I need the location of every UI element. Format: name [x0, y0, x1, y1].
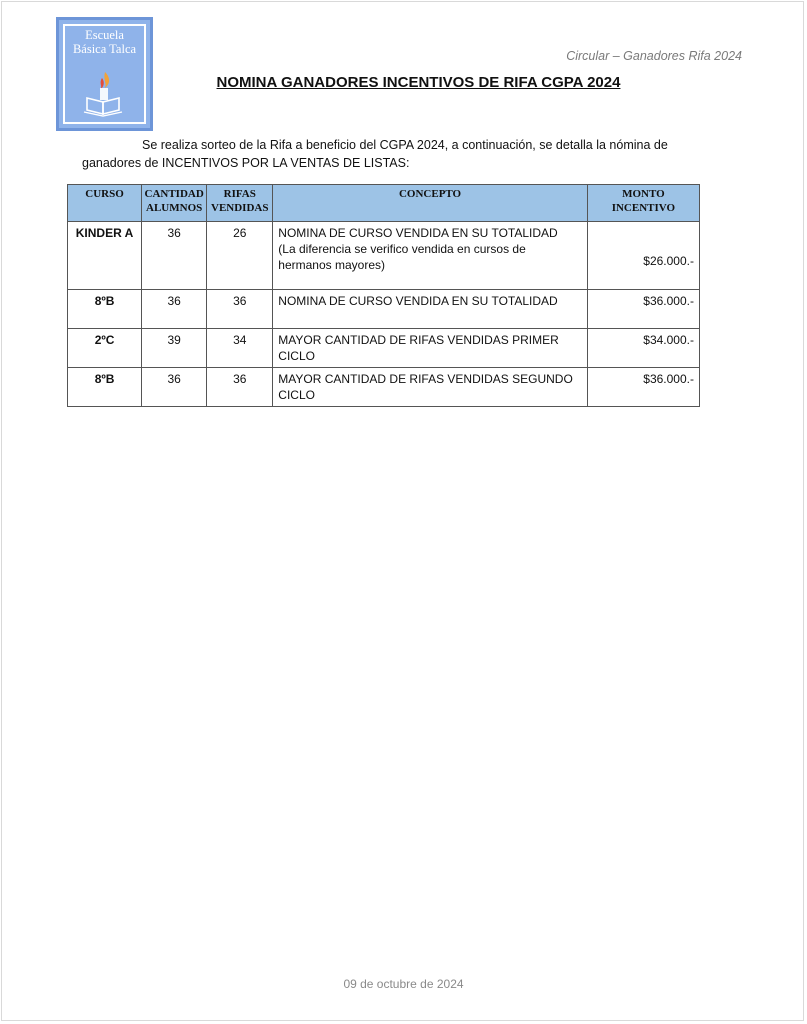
header-cantidad-line2: ALUMNOS — [146, 202, 203, 214]
header-monto: MONTO INCENTIVO — [587, 185, 699, 222]
concepto-text: NOMINA DE CURSO VENDIDA EN SU TOTALIDAD — [278, 226, 558, 240]
logo-line-1: Escuela — [85, 28, 124, 42]
table-row — [68, 368, 700, 407]
cell-rifas: 36 — [207, 290, 273, 329]
cell-curso: 8ºB — [68, 290, 142, 329]
winners-table — [67, 184, 700, 407]
table-row — [68, 222, 700, 290]
table-row — [68, 329, 700, 368]
cell-cantidad: 39 — [142, 329, 207, 368]
cell-rifas: 36 — [207, 368, 273, 407]
cell-monto: $36.000.- — [587, 290, 699, 329]
cell-cantidad: 36 — [142, 368, 207, 407]
cell-concepto: MAYOR CANTIDAD DE RIFAS VENDIDAS SEGUNDO CICLO — [273, 368, 587, 407]
header-concepto: CONCEPTO — [273, 185, 587, 222]
table-header-row — [68, 185, 700, 222]
header-cantidad — [142, 185, 207, 222]
cell-concepto: MAYOR CANTIDAD DE RIFAS VENDIDAS PRIMER CICLO — [273, 329, 587, 368]
cell-cantidad: 36 — [142, 290, 207, 329]
header-rifas-line1: RIFAS — [223, 188, 256, 200]
cell-curso: KINDER A — [68, 222, 142, 290]
circular-header: Circular – Ganadores Rifa 2024 — [566, 49, 742, 63]
document-title: NOMINA GANADORES INCENTIVOS DE RIFA CGPA 2024 — [216, 74, 621, 91]
header-cantidad-line1: CANTIDAD — [144, 188, 204, 200]
intro-paragraph: Se realiza sorteo de la Rifa a beneficio del CGPA 2024, a continuación, se detalla la nómina de ganadores de INCENTIVOS POR LA VENTAS DE LISTAS: — [82, 138, 668, 170]
cell-rifas: 34 — [207, 329, 273, 368]
cell-concepto: NOMINA DE CURSO VENDIDA EN SU TOTALIDAD — [273, 290, 587, 329]
cell-cantidad: 36 — [142, 222, 207, 290]
cell-curso: 8ºB — [68, 368, 142, 407]
cell-rifas: 26 — [207, 222, 273, 290]
cell-concepto — [273, 222, 587, 290]
logo-text — [59, 28, 150, 56]
cell-monto: $26.000.- — [587, 222, 699, 290]
header-curso: CURSO — [68, 185, 142, 222]
concepto-note: (La diferencia se verifico vendida en cursos de hermanos mayores) — [278, 242, 526, 272]
footer-date: 09 de octubre de 2024 — [343, 977, 464, 991]
header-rifas-line2: VENDIDAS — [211, 202, 269, 214]
cell-monto: $34.000.- — [587, 329, 699, 368]
logo-line-2: Básica Talca — [72, 42, 137, 56]
cell-curso: 2ºC — [68, 329, 142, 368]
table-row — [68, 290, 700, 329]
header-rifas — [207, 185, 273, 222]
cell-monto: $36.000.- — [587, 368, 699, 407]
